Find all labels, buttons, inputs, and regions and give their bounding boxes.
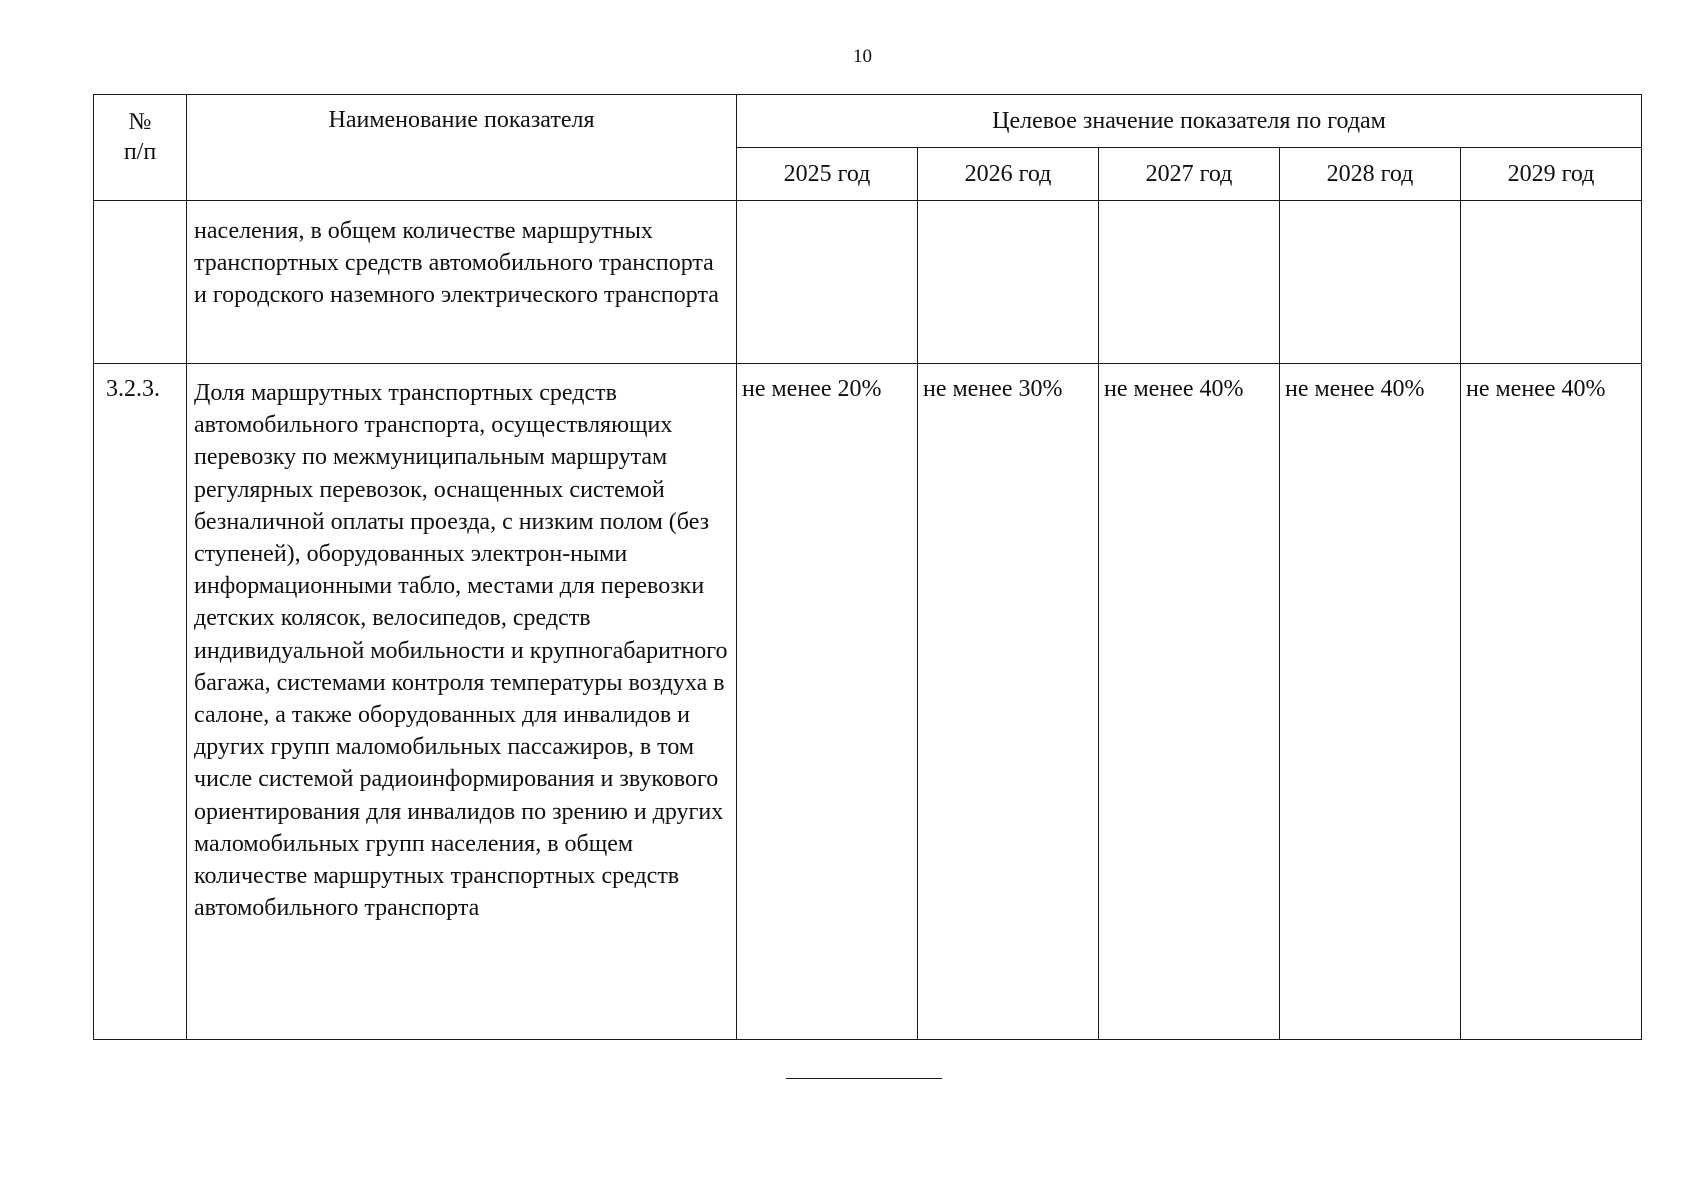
indicator-table (93, 94, 1642, 1040)
header-name: Наименование показателя (187, 95, 737, 201)
indicator-name: Доля маршрутных транспортных средств автомобильного транспорта, осуществляющих перевозку по межмуниципальным маршрутам регулярных перевозок, оснащенных системой безналичной оплаты проезда, с низким полом (без ступеней), оборудованных электрон-ными информационными табло, местами для перевозки детских колясок, велосипедов, средств индивидуальной мобильности и крупногабаритного багажа, системами контроля температуры воздуха в салоне, а также оборудованных для инвалидов и других групп маломобильных пассажиров, в том числе системой радиоинформирования и звукового ориентирования для инвалидов по зрению и других маломобильных групп населения, в общем количестве маршрутных транспортных средств автомобильного транспорта (187, 364, 737, 1040)
value-2025: не менее 20% (737, 364, 918, 1040)
value-2027: не менее 40% (1099, 364, 1280, 1040)
value-2028: не менее 40% (1280, 364, 1461, 1040)
header-year-2029: 2029 год (1461, 148, 1642, 201)
page-number: 10 (853, 46, 872, 67)
value-2029 (1461, 201, 1642, 364)
value-2026 (918, 201, 1099, 364)
header-num-label: № п/п (123, 109, 157, 165)
header-year-2025: 2025 год (737, 148, 918, 201)
header-row-top (94, 95, 1642, 148)
value-2025 (737, 201, 918, 364)
value-2026: не менее 30% (918, 364, 1099, 1040)
header-year-2026: 2026 год (918, 148, 1099, 201)
header-num (94, 95, 187, 201)
row-num (94, 201, 187, 364)
indicator-name: населения, в общем количестве маршрутных транспортных средств автомобильного транспорта и городского наземного электрического транспорта (187, 201, 737, 364)
header-target-values: Целевое значение показателя по годам (737, 95, 1642, 148)
row-num: 3.2.3. (94, 364, 187, 1040)
value-2029: не менее 40% (1461, 364, 1642, 1040)
footer-divider (786, 1078, 942, 1079)
indicator-table-container (93, 94, 1642, 1040)
table-row (94, 364, 1642, 1040)
header-year-2028: 2028 год (1280, 148, 1461, 201)
value-2027 (1099, 201, 1280, 364)
header-year-2027: 2027 год (1099, 148, 1280, 201)
value-2028 (1280, 201, 1461, 364)
table-row (94, 201, 1642, 364)
